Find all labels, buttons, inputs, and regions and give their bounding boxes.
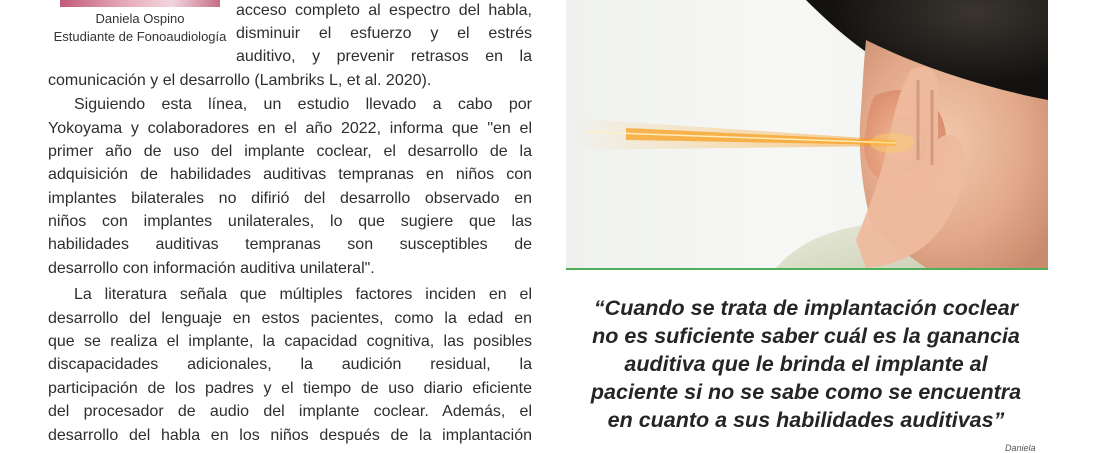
ear-illustration [566, 0, 1048, 268]
quote-line: no es suficiente saber cuál es la ganancia [592, 324, 1020, 348]
body-line: auditivo, y prevenir retrasos en la [236, 48, 532, 65]
body-line: discapacidades adicionales, la audición residual, la [48, 356, 532, 373]
ear-listening-photo [566, 0, 1048, 268]
quote-line: “Cuando se trata de implantación coclear [593, 296, 1019, 320]
body-line: habilidades auditivas tempranas son susceptibles de [48, 236, 532, 253]
body-line: adquisición de habilidades auditivas tempranas en niños con [48, 166, 532, 183]
body-line: disminuir el esfuerzo y el estrés [236, 25, 532, 42]
body-line: comunicación y el desarrollo (Lambriks L, et al. 2020). [48, 72, 432, 89]
body-line: La literatura señala que múltiples factores inciden en el [74, 286, 532, 303]
author-photo [60, 0, 220, 7]
body-line: Yokoyama y colaboradores en el año 2022, informa que "en el [48, 120, 532, 137]
body-line: desarrollo del habla en los niños después de la implantación [48, 427, 532, 444]
body-line: implantes bilaterales no difirió del desarrollo observado en [48, 190, 532, 207]
body-line: que se realiza el implante, la capacidad cognitiva, las posibles [48, 333, 532, 350]
pull-quote [578, 294, 1034, 434]
body-line: desarrollo con información auditiva unilateral". [48, 260, 375, 277]
author-name: Daniela Ospino [95, 11, 185, 26]
body-line: participación de los padres y el tiempo de uso diario eficiente [48, 380, 532, 397]
body-line: acceso completo al espectro del habla, [236, 2, 532, 19]
body-line: del procesador de audio del implante coclear. Además, el [48, 403, 532, 420]
body-line: Siguiendo esta línea, un estudio llevado a cabo por [74, 96, 532, 113]
body-line: desarrollo del lenguaje en estos pacientes, como la edad en [48, 310, 532, 327]
quote-line: auditiva que le brinda el implante al [624, 352, 988, 376]
author-role: Estudiante de Fonoaudiología [53, 29, 227, 44]
body-line: primer año de uso del implante coclear, el desarrollo de la [48, 143, 532, 160]
quote-line: paciente si no se sabe como se encuentra [590, 380, 1022, 404]
quote-attribution: Daniela [1005, 443, 1036, 453]
quote-line: en cuanto a sus habilidades auditivas” [607, 408, 1005, 432]
photo-accent-bar [566, 268, 1048, 270]
body-line: niños con implantes unilaterales, lo que sugiere que las [48, 213, 532, 230]
